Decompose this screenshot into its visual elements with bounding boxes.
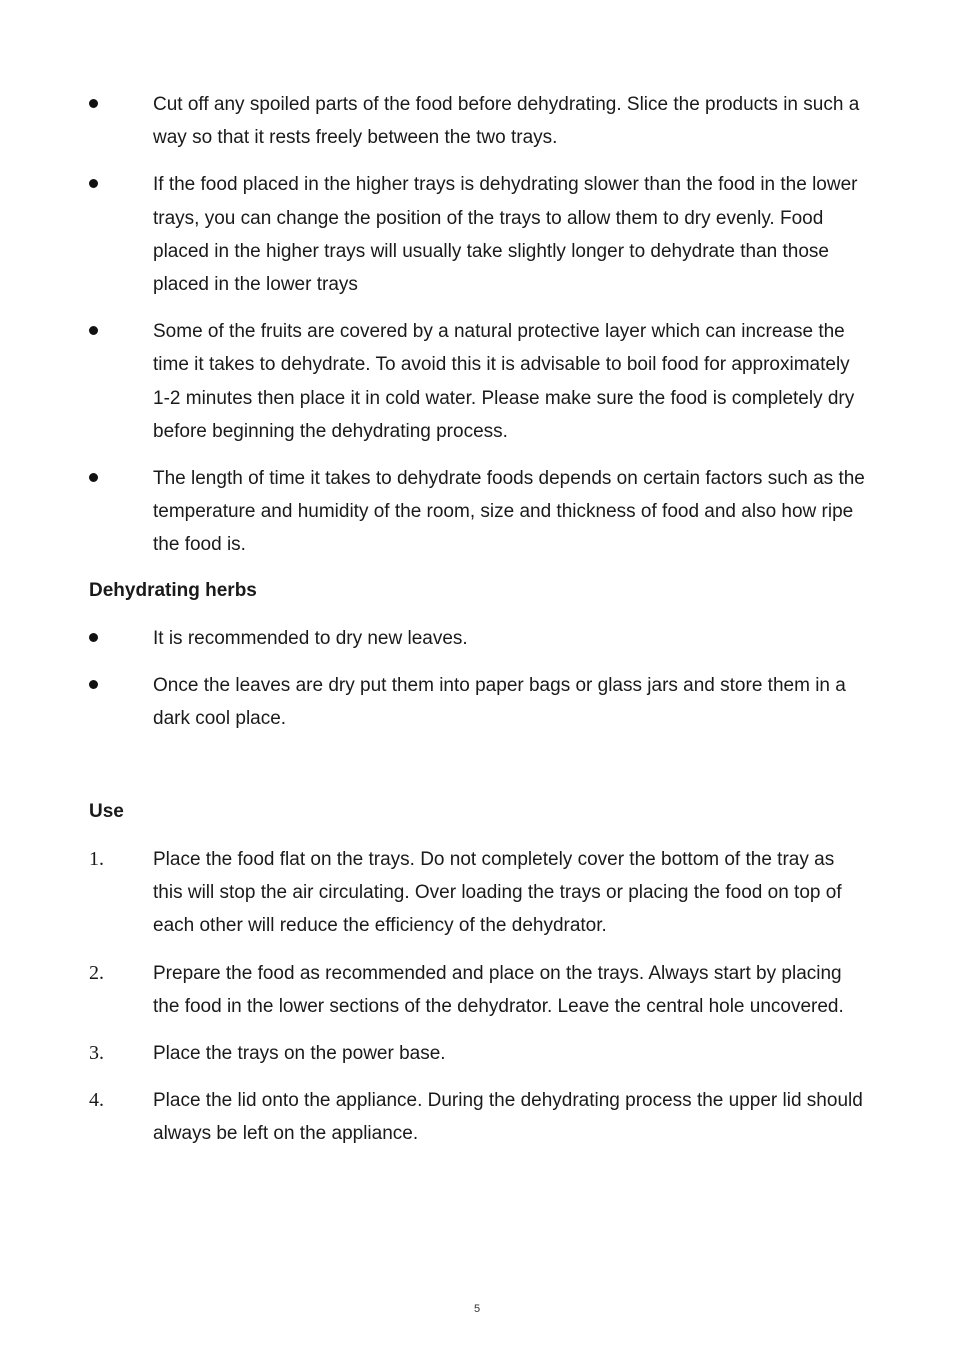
list-item	[0, 168, 954, 301]
bullet-text: Cut off any spoiled parts of the food before dehydrating. Slice the products in such a way so that it rests freely between the two trays.	[153, 94, 860, 149]
list-item	[0, 622, 954, 655]
use-steps-list	[0, 843, 954, 1151]
use-heading: Use	[89, 801, 124, 822]
page-number: 5	[473, 1303, 481, 1315]
bullet-text: The length of time it takes to dehydrate foods depends on certain factors such as the temperature and humidity of the room, size and thickness of food and also how ripe the food is.	[153, 468, 865, 556]
step-text: Place the food flat on the trays. Do not completely cover the bottom of the tray as this will stop the air circulating. Over loading the trays or placing the food on top of each other will reduce the efficiency of the dehydrator.	[153, 849, 842, 937]
step-number: 3.	[89, 1042, 104, 1065]
step-number: 1.	[89, 848, 104, 870]
list-item	[0, 957, 954, 1023]
list-item	[0, 315, 954, 448]
bullet-text: It is recommended to dry new leaves.	[153, 628, 468, 649]
list-item	[0, 462, 954, 562]
bullet-text: Once the leaves are dry put them into paper bags or glass jars and store them in a dark cool place.	[153, 675, 846, 730]
step-number: 2.	[89, 961, 104, 984]
list-item	[0, 669, 954, 735]
list-item	[0, 1084, 954, 1150]
bullet-icon	[89, 669, 109, 689]
list-item	[0, 843, 954, 943]
herbs-heading: Dehydrating herbs	[89, 580, 257, 601]
bullet-icon	[89, 88, 109, 108]
list-item	[0, 88, 954, 154]
bullet-text: If the food placed in the higher trays is dehydrating slower than the food in the lower trays, you can change the position of the trays to allow them to dry evenly. Food placed in the higher trays will usually take slightly longer to dehydrate than those placed in the lower trays	[153, 174, 858, 296]
bullet-text: Some of the fruits are covered by a natural protective layer which can increase the time it takes to dehydrate. To avoid this it is advisable to boil food for approximately 1-2 minutes then place it in cold water. Please make sure the food is completely dry before beginning the dehydrating process.	[153, 321, 855, 442]
list-item	[0, 1037, 954, 1070]
step-number: 4.	[89, 1089, 104, 1112]
bullet-icon	[89, 622, 109, 642]
bullet-icon	[89, 462, 109, 482]
herbs-bullet-list	[0, 622, 954, 736]
step-text: Place the trays on the power base.	[153, 1043, 446, 1065]
preparation-bullet-list	[0, 88, 954, 562]
step-text: Prepare the food as recommended and place on the trays. Always start by placing the food in the lower sections of the dehydrator. Leave the central hole uncovered.	[153, 962, 844, 1017]
step-text: Place the lid onto the appliance. During the dehydrating process the upper lid should always be left on the appliance.	[153, 1090, 863, 1145]
bullet-icon	[89, 168, 109, 188]
bullet-icon	[89, 315, 109, 335]
